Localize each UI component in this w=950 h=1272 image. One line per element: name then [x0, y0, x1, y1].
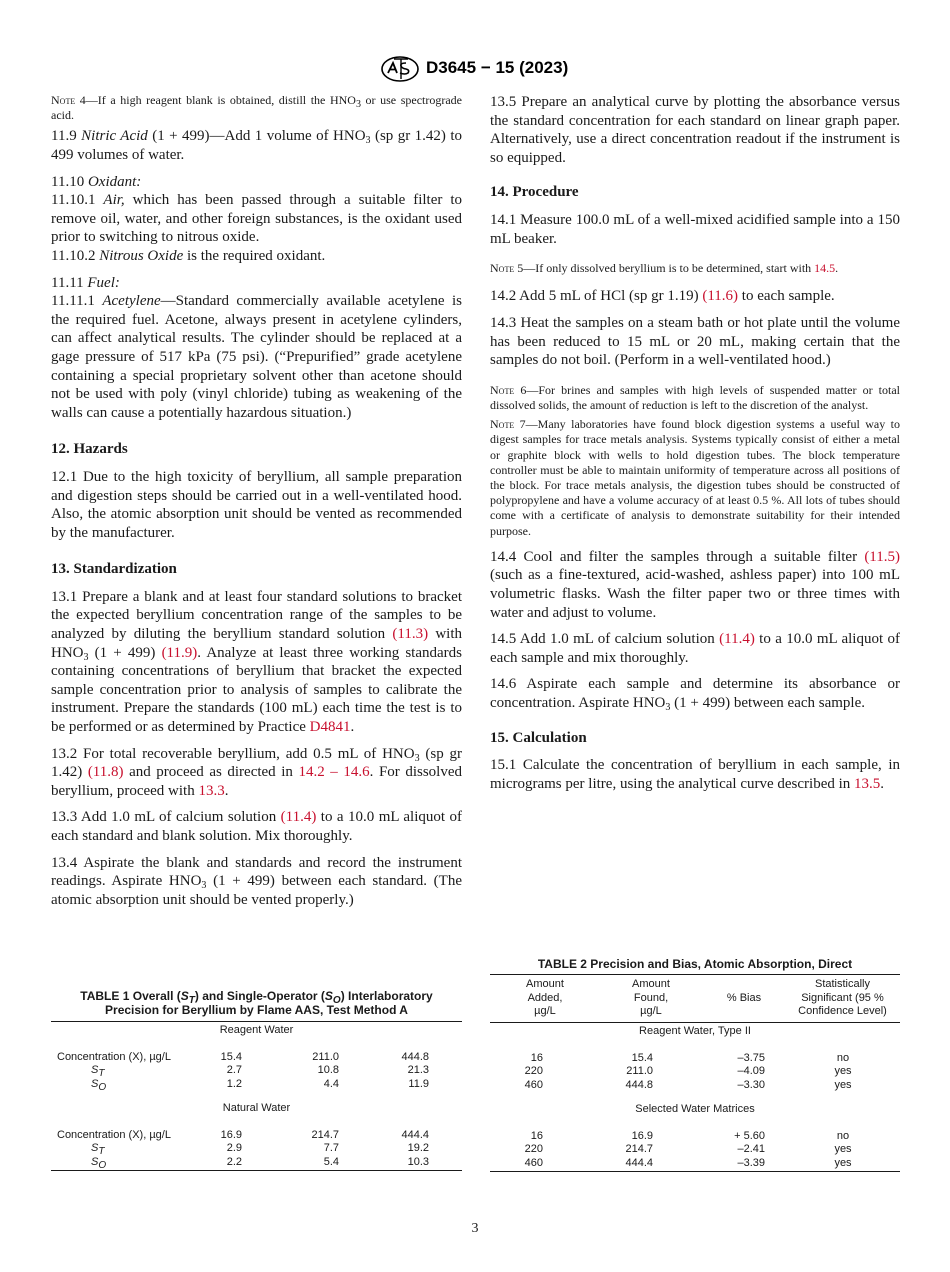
- table-1-bottom-rule: [51, 1170, 462, 1171]
- section-heading-hazards: 12. Hazards: [51, 441, 128, 458]
- table-1-section-title: Reagent Water: [219, 1024, 294, 1036]
- paragraph-14-5: 14.5 Add 1.0 mL of calcium solution (11.4) to a 10.0 mL aliquot of each sample and mix thoroughly.: [490, 631, 900, 666]
- ref-14-2-14-6-link[interactable]: 14.2 – 14.6: [298, 764, 370, 781]
- table-2-header-rule: [490, 1022, 900, 1023]
- paragraph-15-1: 15.1 Calculate the concentration of beryllium in each sample, in micrograms per litre, using the analytical curve described in 13.5.: [490, 757, 900, 792]
- table-row: 460 444.4 –3.39 yes: [524, 1156, 852, 1169]
- paragraph-13-2: 13.2 For total recoverable beryllium, add 0.5 mL of $HNO_3$ (sp gr 1.42) (11.8) and proceed as directed in 14.2 – 14.6. For dissolved beryllium, proceed with 13.3.: [51, 745, 463, 799]
- paragraph-13-3: 13.3 Add 1.0 mL of calcium solution (11.4) to a 10.0 mL aliquot of each standard and blank solution. Mix thoroughly.: [51, 809, 462, 844]
- column-header-bias: % Bias: [726, 991, 762, 1004]
- table-1-section-title: Natural Water: [222, 1102, 291, 1114]
- table-2-section-title: Reagent Water, Type II: [639, 1025, 751, 1037]
- table-row: $S_O$ 2.2 5.4 10.3: [91, 1155, 429, 1171]
- paragraph-13-1: 13.1 Prepare a blank and at least four standard solutions to bracket the expected beryllium concentration range of the samples to be analyzed by diluting the beryllium standard solution (11.3) with $HNO_3$ (1 + 499) (11.9). Analyze at least three working standards containing concentrations of beryllium that bracket the expected sample concentration prior to analysis of samples to calibrate the instrument. Prepare the standards (100 mL) each time the test is to be performed or as determined by Practice D4841.: [51, 588, 462, 736]
- table-2-section-title: Selected Water Matrices: [635, 1103, 755, 1115]
- table-row: Concentration (X), µg/L 15.4 211.0 444.8: [57, 1050, 429, 1063]
- table-row: Concentration (X), µg/L 16.9 214.7 444.4: [57, 1128, 429, 1141]
- paragraph-13-4: 13.4 Aspirate the blank and standards and record the instrument readings. Aspirate $HNO_3$ (1 + 499) between each standard. (The atomic absorption unit should be vented properly.): [51, 854, 462, 908]
- astm-logo-icon: [380, 56, 420, 82]
- ref-d4841-link[interactable]: D4841: [309, 719, 351, 736]
- paragraph-11-9: 11.9 Nitric Acid (1 + 499)—Add 1 volume of $HNO_3$ (sp gr 1.42) to 499 volumes of water.: [51, 128, 462, 163]
- section-heading-procedure: 14. Procedure: [490, 184, 579, 201]
- note-4: Note 4—If a high reagent blank is obtained, distill the $HNO_3$ or use spectrograde acid.: [51, 93, 462, 123]
- paragraph-11-10: 11.10 Oxidant:: [51, 173, 142, 190]
- table-row: 220 214.7 –2.41 yes: [524, 1143, 852, 1155]
- ref-13-3-link[interactable]: 13.3: [198, 782, 225, 799]
- ref-11-6-link[interactable]: (11.6): [702, 288, 739, 305]
- page-number: 3: [471, 1221, 479, 1236]
- paragraph-11-10-2: 11.10.2 Nitrous Oxide is the required oxidant.: [51, 247, 326, 264]
- note-7: Note 7—Many laboratories have found block digestion systems a useful way to digest samples for trace metals analysis. Systems typically consist of either a metal or graphite block with wells to hold digestion tubes. The block temperature controller must be able to maintain uniformity of temperature across all positions of the block. For trace metals analysis, the digestion tubes should be constructed of polypropylene and have a volume accuracy of at least 0.5 %. All lots of tubes should come with a certificate of analysis to demonstrate suitability for their intended purpose.: [490, 417, 901, 538]
- table-2: [490, 957, 900, 1172]
- ref-11-9-link[interactable]: (11.9): [161, 644, 198, 661]
- paragraph-14-6: 14.6 Aspirate each sample and determine its absorbance or concentration. Aspirate $HNO_3$ (1 + 499) between each sample.: [490, 676, 900, 713]
- ref-14-5-link[interactable]: 14.5: [814, 261, 836, 276]
- section-heading-standardization: 13. Standardization: [51, 561, 177, 578]
- column-header-significance: Statistically Significant (95 % Confidence Level): [798, 978, 887, 1017]
- paragraph-14-1: 14.1 Measure 100.0 mL of a well-mixed acidified sample into a 150 mL beaker.: [490, 211, 900, 247]
- table-1: [51, 989, 462, 1171]
- column-header-amount-found: Amount Found, µg/L: [632, 978, 670, 1017]
- paragraph-12-1: 12.1 Due to the high toxicity of beryllium, all sample preparation and digestion steps should be carried out in a well-ventilated hood. Also, the atomic absorption unit should be vented as recommended by the manufacturer.: [51, 468, 462, 541]
- paragraph-11-10-1: 11.10.1 Air, which has been passed through a suitable filter to remove oil, water, and other foreign substances, is the oxidant used prior to switching to nitrous oxide.: [51, 192, 462, 246]
- table-1-caption: TABLE 1 Overall $(S_T)$ and Single-Operator $(S_O)$ Interlaboratory Precision for Beryllium by Flame AAS, Test Method A: [80, 989, 433, 1017]
- ref-11-5-link[interactable]: (11.5): [864, 548, 900, 565]
- table-row: 16 16.9 + 5.60 no: [530, 1129, 850, 1142]
- column-header-amount-added: Amount Added, µg/L: [526, 978, 564, 1017]
- right-column: [490, 93, 900, 801]
- ref-11-4-link-2[interactable]: (11.4): [719, 631, 755, 648]
- table-row: $S_O$ 1.2 4.4 11.9: [91, 1077, 429, 1093]
- note-6: Note 6—For brines and samples with high levels of suspended matter or total dissolved solids, the amount of reduction is left to the discretion of the analyst.: [490, 382, 901, 412]
- table-2-header: [490, 978, 900, 1022]
- left-column: [51, 93, 462, 917]
- table-row: 460 444.8 –3.30 yes: [524, 1078, 852, 1091]
- paragraph-11-11: 11.11 Fuel:: [51, 274, 120, 291]
- ref-11-4-link[interactable]: (11.4): [280, 809, 317, 826]
- page-header: [0, 56, 950, 86]
- table-1-top-rule: [51, 1021, 462, 1022]
- paragraph-14-2: 14.2 Add 5 mL of HCl (sp gr 1.19) (11.6) to each sample.: [490, 288, 835, 305]
- paragraph-11-11-1: 11.11.1 Acetylene—Standard commercially available acetylene is the required fuel. Acetone, always present in acetylene cylinders, can affect analytical results. The cylinder should be replaced at a gage pressure of 517 kPa (75 psi). (“Prepurified” grade acetylene containing a special proprietary solvent other than acetone should not be used with poly (vinyl chloride) tubing as weakening of the walls can cause a potentially hazardous situation.): [51, 293, 462, 421]
- table-row: $S_T$ 2.9 7.7 19.2: [91, 1142, 429, 1157]
- paragraph-14-3: 14.3 Heat the samples on a steam bath or hot plate until the volume has been reduced to 15 mL or 20 mL, making certain that the samples do not boil. (Perform in a well-ventilated hood.): [490, 314, 900, 369]
- table-2-bottom-rule: [490, 1171, 900, 1172]
- table-2-caption: TABLE 2 Precision and Bias, Atomic Absorption, Direct: [537, 957, 853, 971]
- table-2-top-rule: [490, 974, 900, 975]
- document-id: D3645 − 15 (2023): [426, 58, 569, 77]
- table-row: $S_T$ 2.7 10.8 21.3: [91, 1064, 429, 1079]
- table-row: 16 15.4 –3.75 no: [530, 1051, 850, 1064]
- note-5: Note 5—If only dissolved beryllium is to be determined, start with 14.5.: [490, 261, 839, 276]
- ref-13-5-link[interactable]: 13.5: [854, 775, 881, 792]
- paragraph-13-5: 13.5 Prepare an analytical curve by plotting the absorbance versus the standard concentration for each standard on linear graph paper. Alternatively, use a direct concentration readout if the instrument is so equipped.: [490, 94, 900, 166]
- paragraph-14-4: 14.4 Cool and filter the samples through a suitable filter (11.5) (such as a fine-textured, acid-washed, ashless paper) into 100 mL volumetric flasks. Wash the filter paper two or three times with water and adjust to volume.: [490, 548, 900, 621]
- section-heading-calculation: 15. Calculation: [490, 729, 587, 746]
- ref-11-8-link[interactable]: (11.8): [87, 764, 124, 781]
- table-row: 220 211.0 –4.09 yes: [524, 1065, 852, 1077]
- ref-11-3-link[interactable]: (11.3): [392, 626, 429, 643]
